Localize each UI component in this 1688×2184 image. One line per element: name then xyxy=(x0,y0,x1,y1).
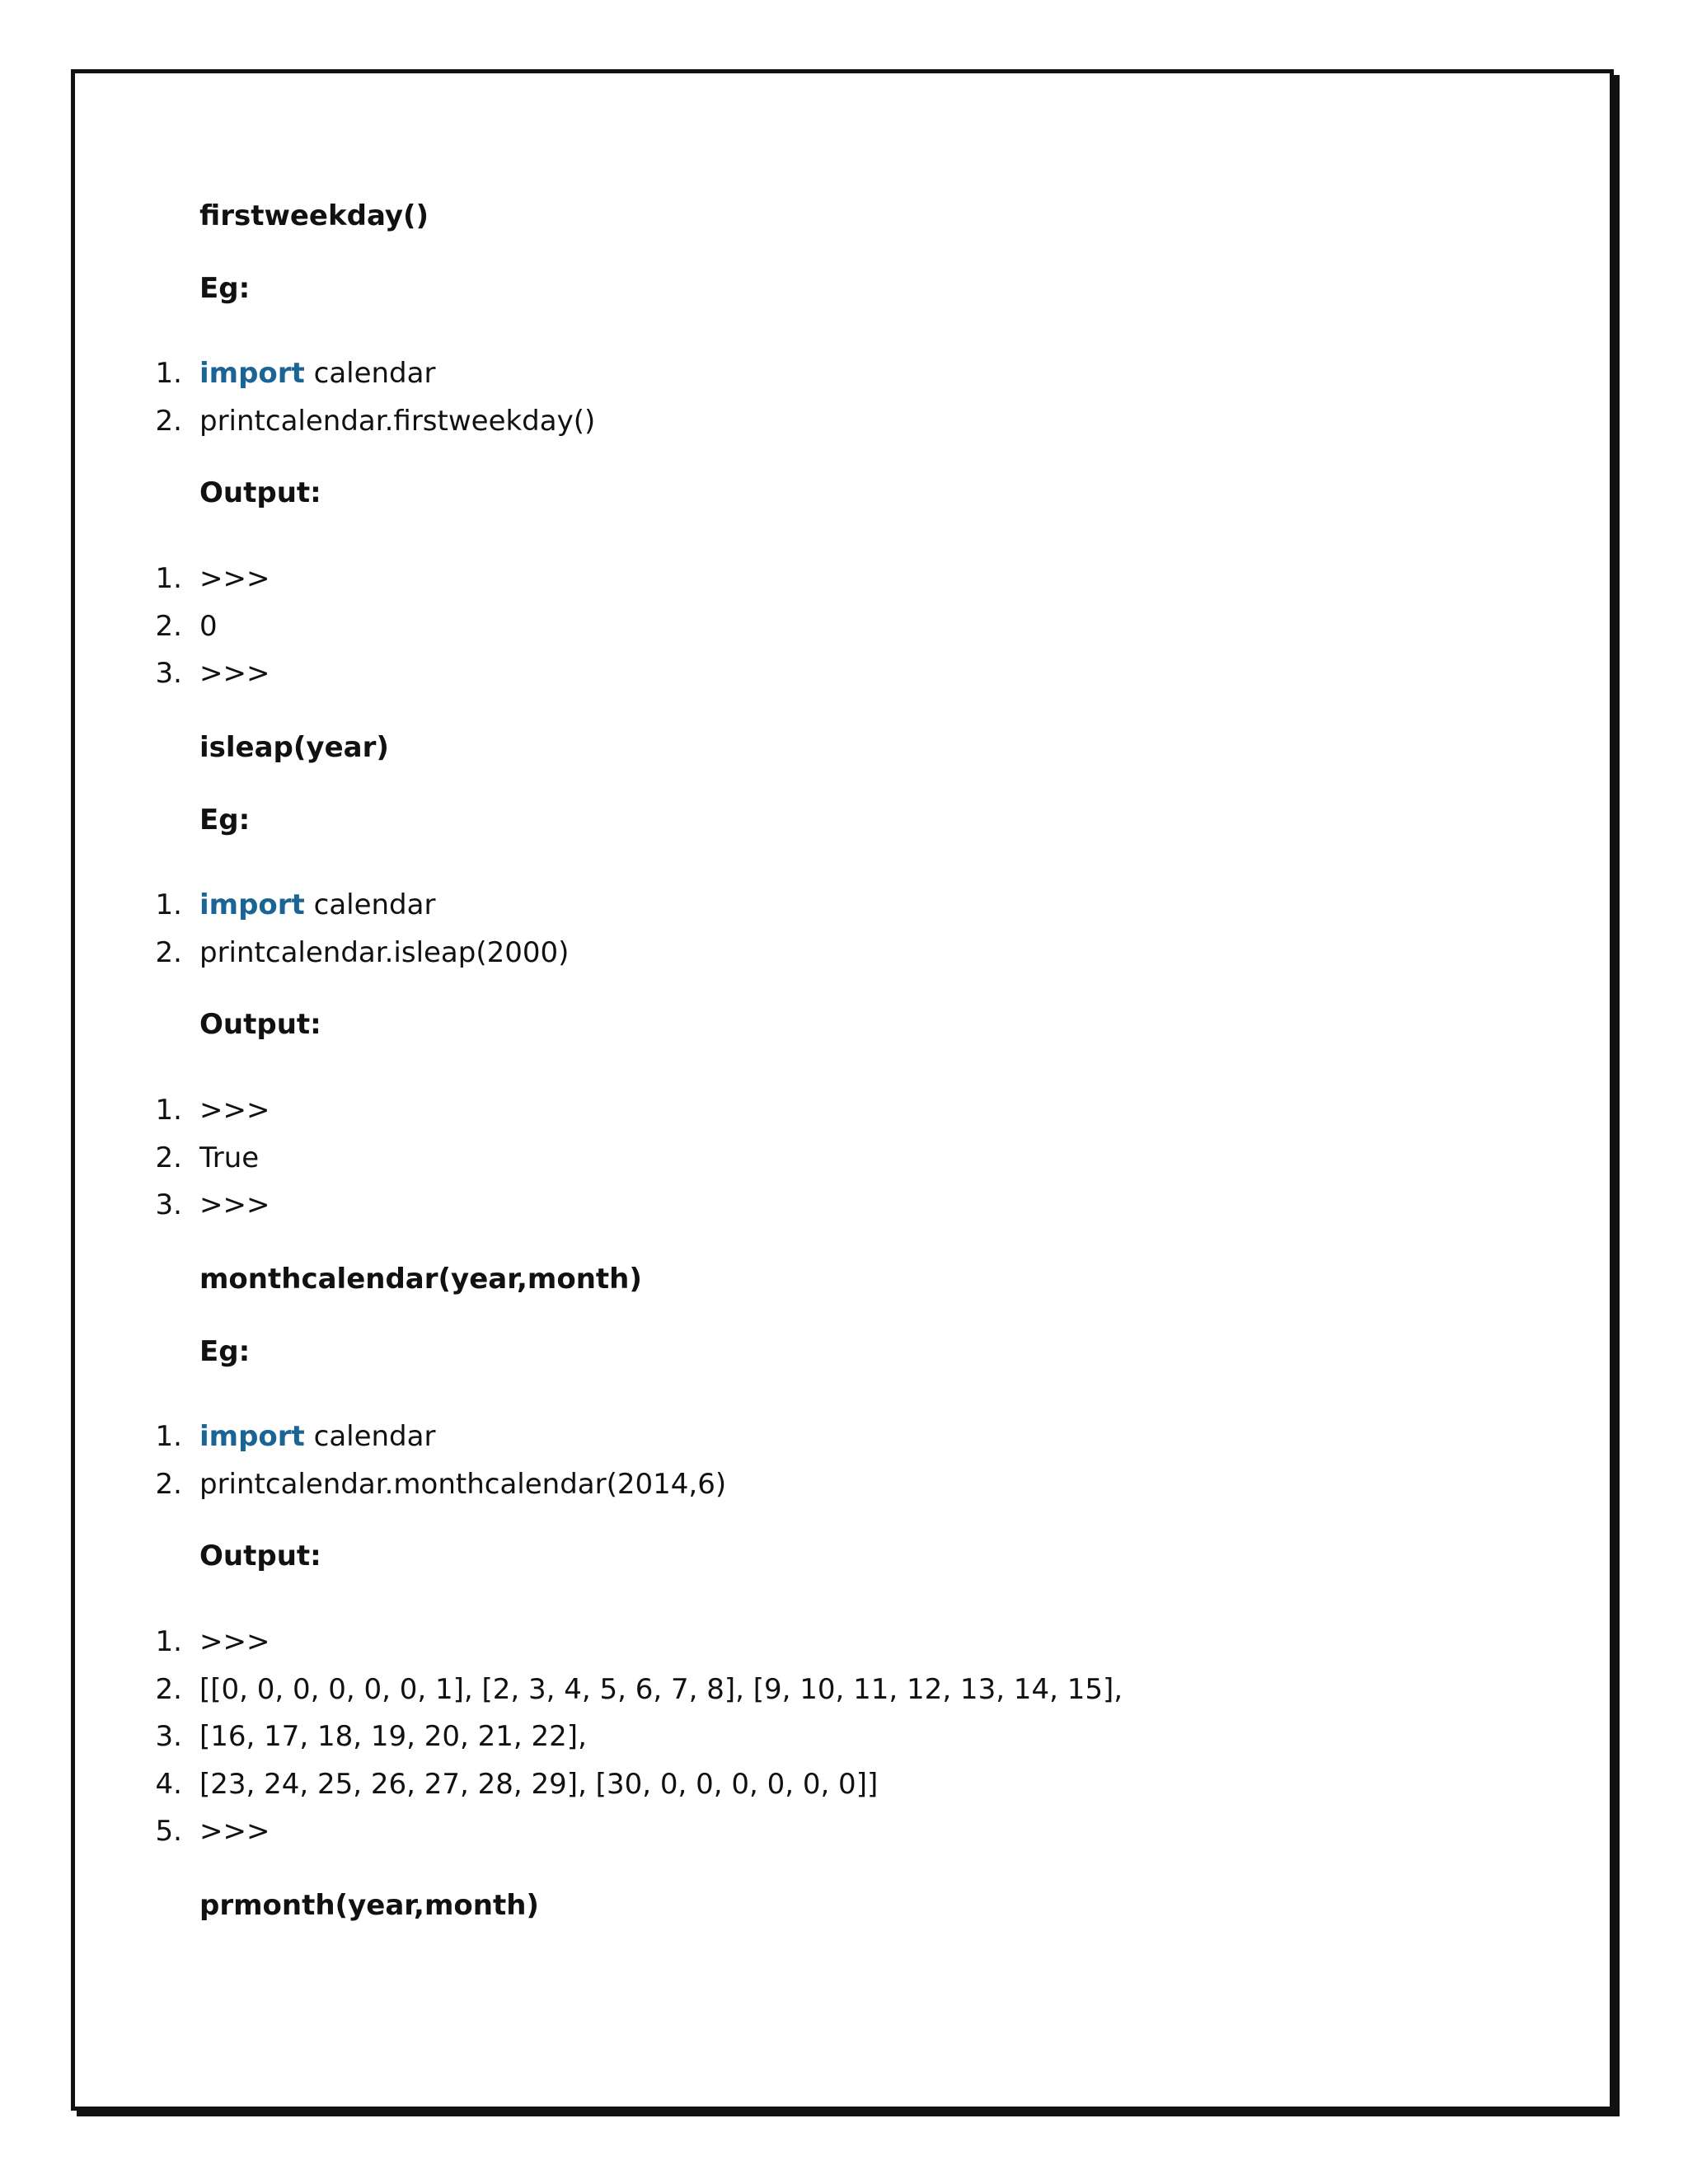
code-rest: calendar xyxy=(304,1420,436,1453)
output-text: [23, 24, 25, 26, 27, 28, 29], [30, 0, 0, 0, 0, 0, 0]] xyxy=(199,1767,879,1801)
document-content xyxy=(75,73,1610,2107)
output-text: >>> xyxy=(199,562,270,595)
output-label: Output: xyxy=(199,1008,321,1041)
line-number: 5. xyxy=(155,1815,182,1848)
line-number: 3. xyxy=(155,657,182,690)
line-number: 1. xyxy=(155,1625,182,1658)
line-number: 2. xyxy=(155,935,182,969)
section-heading-isleap: isleap(year) xyxy=(199,731,389,764)
code-rest: calendar xyxy=(304,357,436,390)
line-number: 1. xyxy=(155,357,182,390)
example-label: Eg: xyxy=(199,1335,251,1368)
section-heading-firstweekday: firstweekday() xyxy=(199,199,429,232)
code-text xyxy=(199,1420,435,1453)
line-number: 2. xyxy=(155,1672,182,1706)
output-text: >>> xyxy=(199,657,270,690)
line-number: 4. xyxy=(155,1767,182,1801)
code-text xyxy=(199,888,435,921)
output-label: Output: xyxy=(199,1540,321,1572)
output-text: 0 xyxy=(199,609,218,643)
line-number: 1. xyxy=(155,1094,182,1127)
line-number: 2. xyxy=(155,404,182,438)
line-number: 1. xyxy=(155,888,182,921)
output-text: True xyxy=(199,1141,260,1174)
code-text xyxy=(199,357,435,390)
section-heading-monthcalendar: monthcalendar(year,month) xyxy=(199,1263,642,1296)
code-text: printcalendar.firstweekday() xyxy=(199,404,596,438)
example-label: Eg: xyxy=(199,804,251,837)
keyword: import xyxy=(199,357,305,390)
keyword: import xyxy=(199,888,305,921)
output-text: >>> xyxy=(199,1625,270,1658)
line-number: 3. xyxy=(155,1188,182,1221)
output-text: [[0, 0, 0, 0, 0, 0, 1], [2, 3, 4, 5, 6, 7, 8], [9, 10, 11, 12, 13, 14, 15], xyxy=(199,1672,1123,1706)
section-heading-prmonth: prmonth(year,month) xyxy=(199,1889,539,1922)
code-text: printcalendar.monthcalendar(2014,6) xyxy=(199,1467,727,1501)
output-label: Output: xyxy=(199,476,321,509)
code-text: printcalendar.isleap(2000) xyxy=(199,935,570,969)
output-text: >>> xyxy=(199,1815,270,1848)
line-number: 3. xyxy=(155,1720,182,1753)
line-number: 2. xyxy=(155,1467,182,1501)
output-text: >>> xyxy=(199,1094,270,1127)
page-frame xyxy=(71,69,1614,2111)
line-number: 1. xyxy=(155,562,182,595)
example-label: Eg: xyxy=(199,272,251,305)
code-rest: calendar xyxy=(304,888,436,921)
output-text: [16, 17, 18, 19, 20, 21, 22], xyxy=(199,1720,587,1753)
line-number: 1. xyxy=(155,1420,182,1453)
line-number: 2. xyxy=(155,1141,182,1174)
output-text: >>> xyxy=(199,1188,270,1221)
line-number: 2. xyxy=(155,609,182,643)
keyword: import xyxy=(199,1420,305,1453)
